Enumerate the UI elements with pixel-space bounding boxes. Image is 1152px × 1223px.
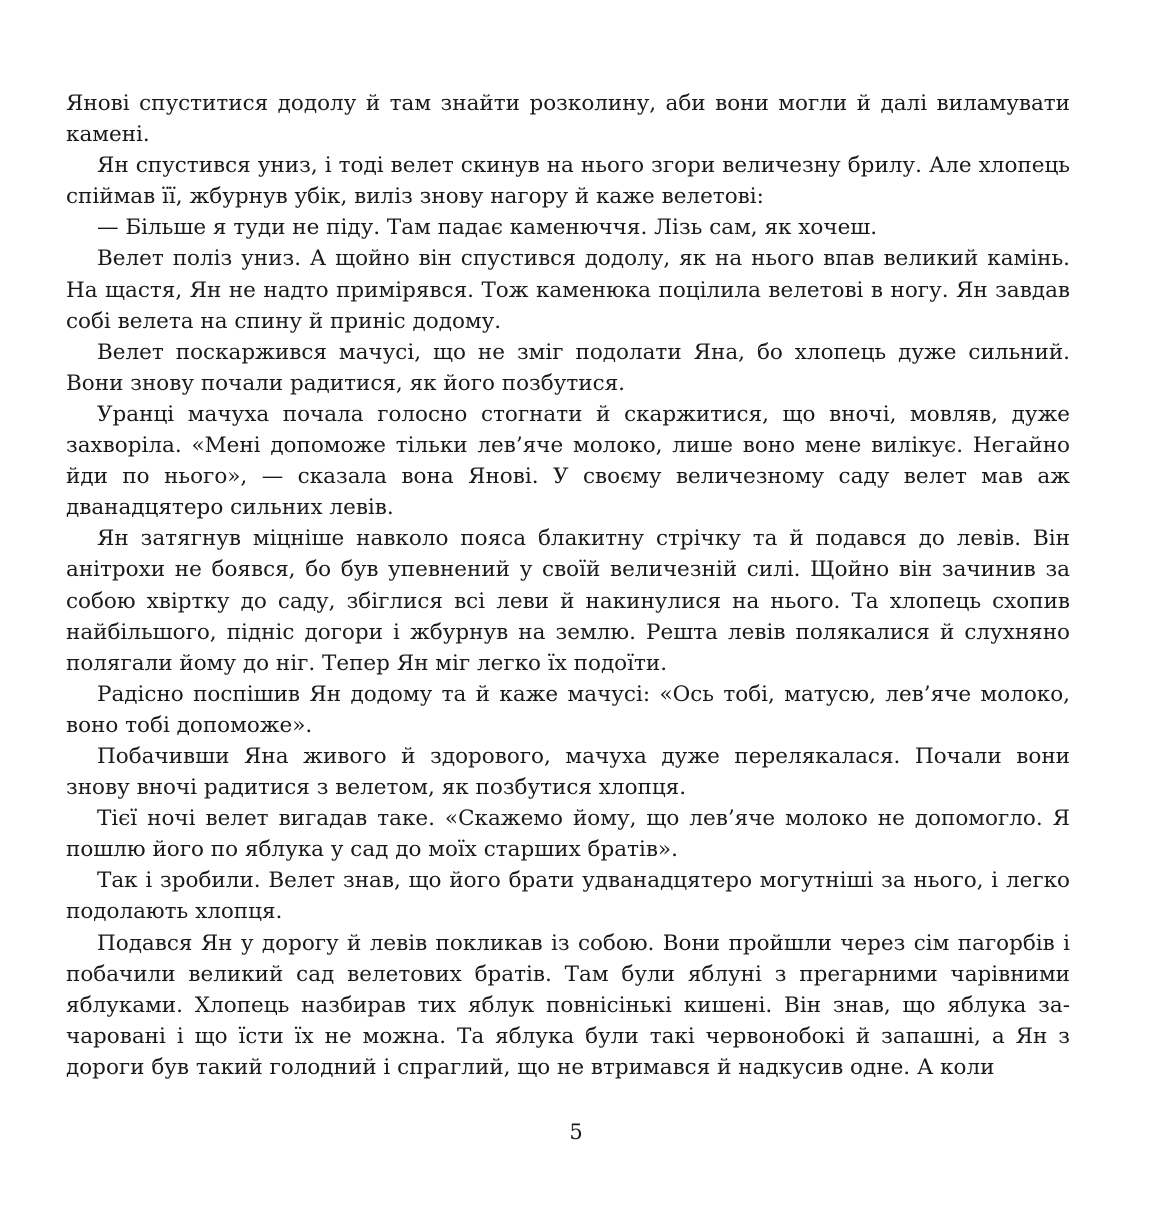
paragraph: Радісно поспішив Ян додому та й каже мачусі: «Ось тобі, матусю, лев’яче молоко, воно тобі допоможе». — [66, 681, 1070, 738]
paragraph: Уранці мачуха почала голосно стогнати й скаржитися, що вночі, мовляв, дуже захворіла. «Мені допоможе тільки лев’яче молоко, лише воно мене вилікує. Негайно йди по нього», — сказала вона Янові. У своєму величезному саду велет мав аж дванадцятеро сильних левів. — [66, 401, 1070, 521]
page-number: 5 — [569, 1120, 583, 1144]
paragraph: Ян спустився униз, і тоді велет скинув на нього згори величезну брилу. Але хлопець спіймав її, жбурнув убік, виліз знову нагору й каже велетові: — [66, 153, 1070, 210]
paragraph: Велет поскаржився мачусі, що не зміг подолати Яна, бо хлопець дуже сильний. Вони знову почали радитися, як його позбутися. — [66, 339, 1070, 396]
paragraph: Ян затягнув міцніше навколо пояса блакитну стрічку та й подався до левів. Він анітрохи не боявся, бо був упевнений у своїй величезній силі. Щойно він зачинив за собою хвіртку до саду, збіглися всі леви й накинулися на нього. Та хлопець схопив найбільшого, підніс догори і жбурнув на землю. Решта левів полякалися й слухняно полягали йому до ніг. Тепер Ян міг легко їх подоїти. — [66, 526, 1070, 676]
paragraph: Велет поліз униз. А щойно він спустився додолу, як на нього впав великий камінь. На щастя, Ян не надто примірявся. Тож каменюка поцілила велетові в ногу. Ян завдав собі велета на спину й приніс додому. — [66, 246, 1070, 334]
body-text — [66, 88, 1070, 1083]
paragraph: Тієї ночі велет вигадав таке. «Скажемо йому, що лев’яче молоко не допомогло. Я пошлю його по яблука у сад до моїх старших братів». — [66, 806, 1070, 863]
paragraph: Янові спуститися додолу й там знайти розколину, аби вони могли й далі виламувати камені. — [66, 91, 1070, 148]
paragraph: Побачивши Яна живого й здорового, мачуха дуже перелякалася. Почали вони знову вночі радитися з велетом, як позбутися хлопця. — [66, 743, 1070, 801]
paragraph: — Більше я туди не піду. Там падає каменюччя. Лізь сам, як хочеш. — [97, 215, 878, 241]
paragraph: Подався Ян у дорогу й левів покликав із собою. Вони пройшли через сім пагорбів і побачили великий сад велетових братів. Там були яблуні з прегарними чарівними яблуками. Хлопець назбирав тих яблук повнісінькі кишені. Він знав, що яблука зачаровані і що їсти їх не можна. Та яблука були такі червонобокі й запашні, а Ян з дороги був такий голодний і спраглий, що не втримався й надкусив одне. А коли — [66, 930, 1070, 1080]
paragraph: Так і зробили. Велет знав, що його брати удванадцятеро могутніші за нього, і легко подолають хлопця. — [66, 868, 1070, 925]
